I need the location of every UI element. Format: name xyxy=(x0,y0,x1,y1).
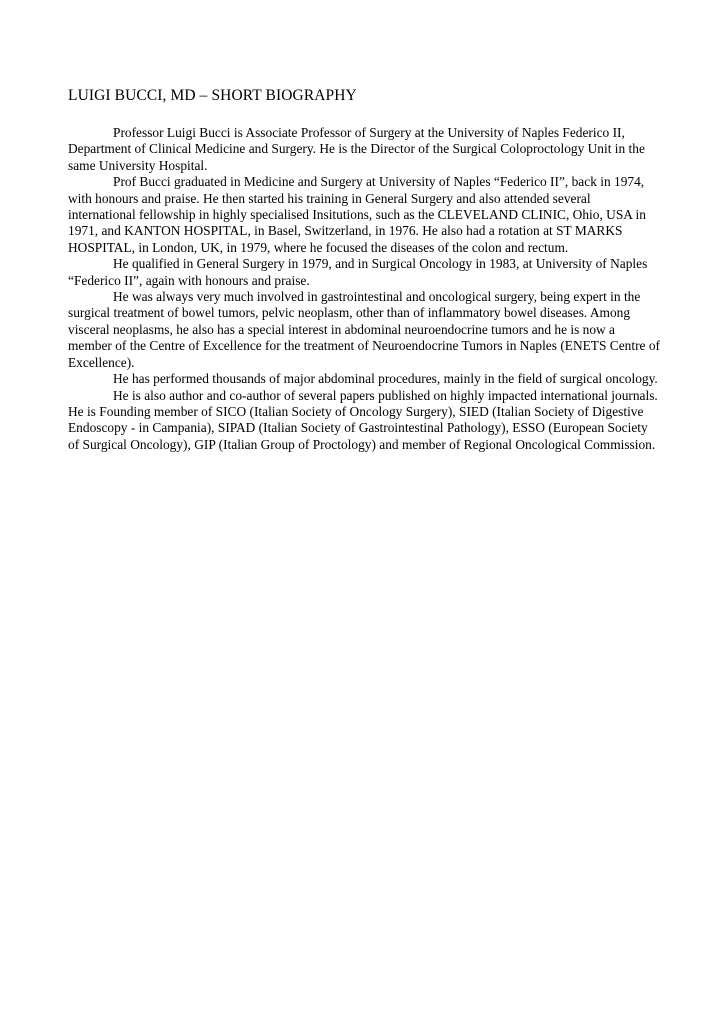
biography-body xyxy=(68,125,660,453)
paragraph-procedures: He has performed thousands of major abdominal procedures, mainly in the field of surgical oncology. xyxy=(113,371,658,387)
paragraph-education: Prof Bucci graduated in Medicine and Surgery at University of Naples “Federico II”, back in 1974, with honours and praise. He then started his training in General Surgery and also attended several international fellowship in highly specialised Insitutions, such as the CLEVELAND CLINIC, Ohio, USA in 1971, and KANTON HOSPITAL, in Basel, Switzerland, in 1976. He also had a rotation at ST MARKS HOSPITAL, in London, UK, in 1979, where he focused the diseases of the colon and rectum. xyxy=(68,174,646,255)
document-title: LUIGI BUCCI, MD – SHORT BIOGRAPHY xyxy=(68,87,357,104)
document-page xyxy=(68,86,660,453)
paragraph-qualifications: He qualified in General Surgery in 1979, and in Surgical Oncology in 1983, at University of Naples “Federico II”, again with honours and praise. xyxy=(68,256,648,288)
paragraph-publications: He is also author and co-author of several papers published on highly impacted international journals. He is Founding member of SICO (Italian Society of Oncology Surgery), SIED (Italian Society of Digestive Endoscopy - in Campania), SIPAD (Italian Society of Gastrointestinal Pathology), ESSO (European Society of Surgical Oncology), GIP (Italian Group of Proctology) and member of Regional Oncological Commission. xyxy=(68,387,658,452)
paragraph-expertise: He was always very much involved in gastrointestinal and oncological surgery, being expert in the surgical treatment of bowel tumors, pelvic neoplasm, other than of inflammatory bowel diseases. Among visceral neoplasms, he also has a special interest in abdominal neuroendocrine tumors and he is now a member of the Centre of Excellence for the treatment of Neuroendocrine Tumors in Naples (ENETS Centre of Excellence). xyxy=(68,289,660,370)
paragraph-position: Professor Luigi Bucci is Associate Professor of Surgery at the University of Naples Federico II, Department of Clinical Medicine and Surgery. He is the Director of the Surgical Coloproctology Unit in the same University Hospital. xyxy=(68,125,645,173)
